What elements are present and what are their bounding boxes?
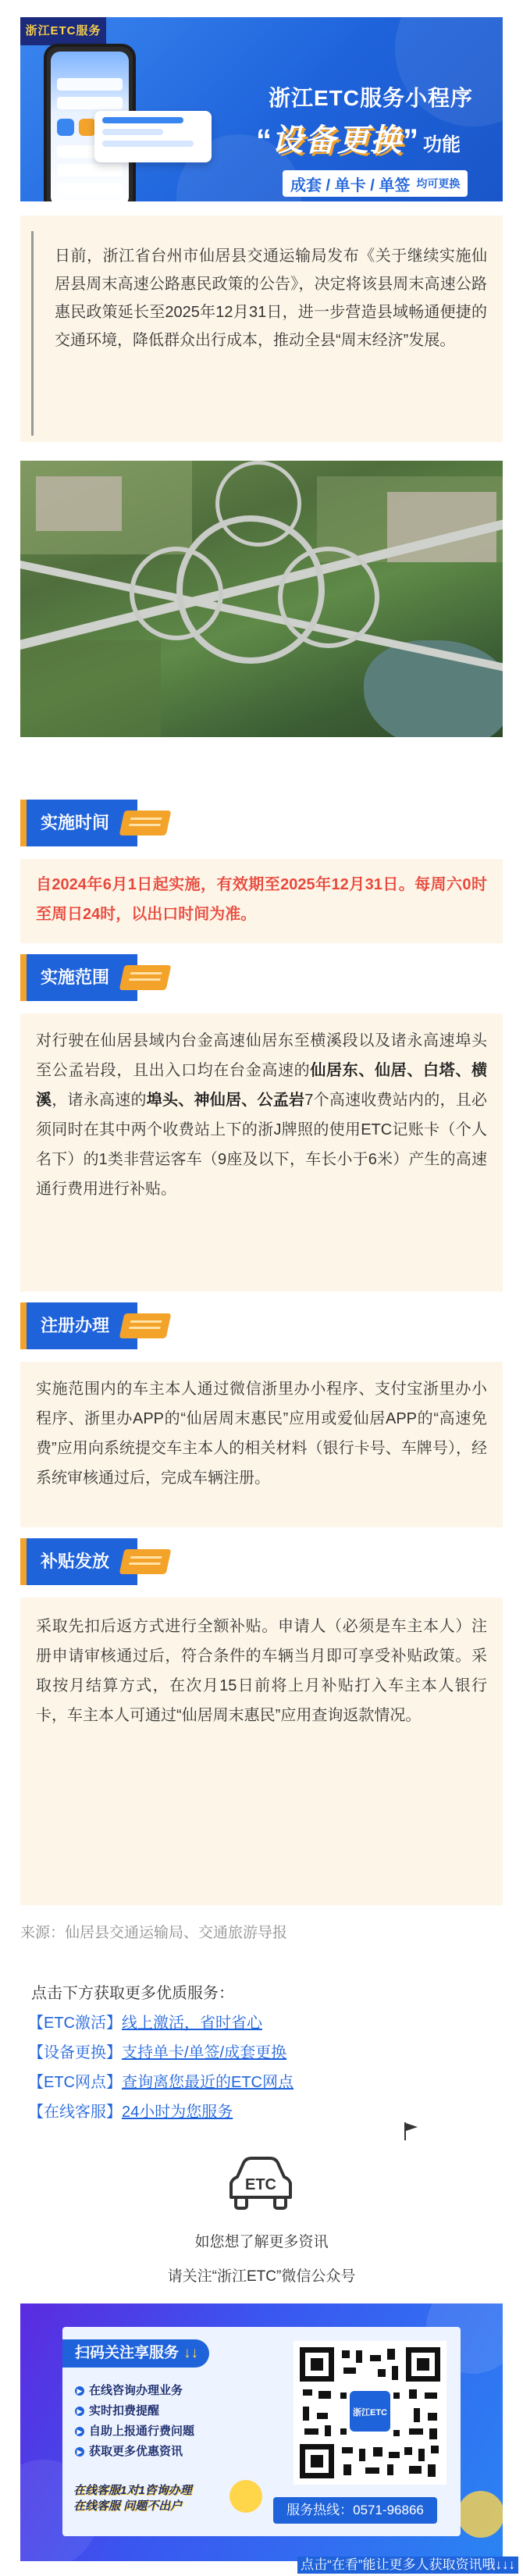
qr-code[interactable] bbox=[294, 2341, 447, 2485]
section-body-scope bbox=[20, 1014, 503, 1292]
section-title: 实施范围 bbox=[20, 954, 137, 1001]
flag-icon bbox=[403, 2121, 420, 2141]
promo-feature: ▶ 自助上报通行费问题 bbox=[75, 2422, 194, 2439]
banner-headline bbox=[256, 116, 461, 159]
section-title: 补贴发放 bbox=[20, 1538, 137, 1585]
slogan-line: 在线客服 问题不出户 bbox=[73, 2499, 183, 2513]
etc-car-icon bbox=[225, 2154, 297, 2216]
scan-tag-text: 扫码关注享服务 bbox=[75, 2345, 180, 2361]
mascot-icon bbox=[229, 2480, 262, 2513]
tape-decoration-icon bbox=[119, 1549, 172, 1574]
section-title: 注册办理 bbox=[20, 1302, 137, 1349]
top-banner bbox=[20, 17, 503, 201]
service-key: 【在线客服】 bbox=[28, 2104, 122, 2121]
service-link-replace[interactable] bbox=[28, 2040, 286, 2062]
banner-headline-suffix: 功能 bbox=[423, 134, 461, 155]
text-part: 7个高速收费站内的，且必须同时在其中两个收费站上下的浙J牌照的使用ETC记账卡（个人名下）的1类非营运客车（9座及以下，车长小于6米）产生的高速通行费用进行补贴。 bbox=[36, 1092, 488, 1198]
follow-line-2: 请关注“浙江ETC”微信公众号 bbox=[167, 2268, 356, 2285]
section-header-scope bbox=[20, 954, 173, 1001]
feature-text: 实时扣费提醒 bbox=[89, 2404, 160, 2417]
feature-text: 在线咨询办理业务 bbox=[89, 2384, 183, 2397]
service-value[interactable]: 查询离您最近的ETC网点 bbox=[122, 2074, 294, 2091]
hotline-badge: 服务热线：0571-96866 bbox=[273, 2497, 437, 2524]
service-value[interactable]: 24小时为您服务 bbox=[122, 2104, 233, 2121]
promo-inner-panel bbox=[62, 2327, 461, 2536]
promo-feature: ▶ 在线咨询办理业务 bbox=[75, 2382, 183, 2398]
tape-decoration-icon bbox=[119, 1313, 172, 1338]
follow-line-1: 如您想了解更多资讯 bbox=[194, 2234, 329, 2250]
banner-open-quote: “ bbox=[256, 123, 272, 158]
banner-title: 浙江ETC服务小程序 bbox=[269, 86, 474, 110]
banner-close-quote: ” bbox=[403, 123, 418, 158]
banner-tag bbox=[283, 170, 468, 197]
text-part: 对行驶在仙居县域内台金高速仙居东至横溪段以及诸永高速埠头至公孟岩段，且出入口均在台金高速的 bbox=[36, 1032, 487, 1079]
intro-accent-bar bbox=[31, 231, 34, 436]
section-header-time bbox=[20, 800, 173, 846]
feature-text: 自助上报通行费问题 bbox=[89, 2425, 195, 2438]
promo-feature: ▶ 获取更多优惠资讯 bbox=[75, 2442, 183, 2459]
service-key: 【设备更换】 bbox=[28, 2044, 122, 2061]
qr-code-pattern-icon bbox=[300, 2347, 440, 2478]
follow-promo-card bbox=[20, 2303, 503, 2561]
services-title: 点击下方获取更多优质服务： bbox=[31, 1985, 234, 2002]
service-value[interactable]: 支持单卡/单签/成套更换 bbox=[122, 2044, 287, 2061]
tape-decoration-icon bbox=[119, 811, 172, 836]
station-names-bold: 埠头、神仙居、公孟岩 bbox=[146, 1092, 305, 1109]
scan-arrows: ↓↓ bbox=[183, 2345, 199, 2361]
section-body-subsidy bbox=[20, 1598, 503, 1905]
banner-tag-sub: 均可更换 bbox=[416, 177, 461, 190]
service-link-activate[interactable] bbox=[28, 2010, 262, 2033]
service-link-outlets[interactable] bbox=[28, 2069, 294, 2092]
section-body-time bbox=[20, 859, 503, 943]
banner-corner-badge: 浙江ETC服务 bbox=[20, 17, 106, 45]
section-header-subsidy bbox=[20, 1538, 173, 1585]
scan-tag bbox=[62, 2339, 209, 2368]
intro-text: 日前，浙江省台州市仙居县交通运输局发布《关于继续实施仙居县周末高速公路惠民政策的公告》，决定将该县周末高速公路惠民政策延长至2025年12月31日，进一步营造县域畅通便捷的交通环境，降低群众出行成本，推动全县“周末经济”发展。 bbox=[55, 248, 487, 349]
section-header-register bbox=[20, 1302, 173, 1349]
section-text bbox=[36, 1026, 487, 1204]
section-text: 实施范围内的车主本人通过微信浙里办小程序、支付宝浙里办小程序、浙里办APP的“仙居周末惠民”应用或爱仙居APP的“高速免费”应用向系统提交车主本人的相关材料（银行卡号、车牌号），经系统审核通过后，完成车辆注册。 bbox=[36, 1381, 487, 1487]
promo-feature: ▶ 实时扣费提醒 bbox=[75, 2402, 159, 2418]
intro-block bbox=[20, 216, 503, 442]
floating-card-illustration bbox=[94, 111, 212, 162]
section-text: 采取先扣后返方式进行全额补贴。申请人（必须是车主本人）注册申请审核通过后，符合条件的车辆当月即可享受补贴政策。采取按月结算方式，在次月15日前将上月补贴打入车主本人银行卡，车主本人可通过“仙居周末惠民”应用查询返款情况。 bbox=[36, 1618, 487, 1724]
service-key: 【ETC激活】 bbox=[28, 2015, 122, 2032]
feature-text: 获取更多优惠资讯 bbox=[89, 2445, 183, 2458]
text-part: ，诸永高速的 bbox=[52, 1092, 147, 1109]
source-note: 来源：仙居县交通运输局、交通旅游导报 bbox=[20, 1925, 288, 1941]
station-names-bold: 仙居东、仙居、白塔、横溪 bbox=[36, 1062, 488, 1109]
etc-icon-label: ETC bbox=[245, 2176, 276, 2193]
slogan-line: 在线客服1对1咨询办理 bbox=[73, 2484, 192, 2497]
service-value[interactable]: 线上激活，省时省心 bbox=[122, 2015, 262, 2032]
service-link-support[interactable] bbox=[28, 2099, 233, 2122]
promo-slogan bbox=[73, 2483, 222, 2514]
highway-aerial-photo bbox=[20, 461, 503, 737]
qr-center-label: 浙江ETC bbox=[353, 2408, 387, 2417]
service-key: 【ETC网点】 bbox=[28, 2074, 122, 2091]
section-title: 实施时间 bbox=[20, 800, 137, 846]
footer-in-view-hint[interactable]: 点击“在看”能让更多人获取资讯哦↓↓↓ bbox=[297, 2556, 518, 2574]
section-body-register bbox=[20, 1362, 503, 1527]
banner-tag-strong: 成套 / 单卡 / 单签 bbox=[290, 176, 411, 194]
section-text: 自2024年6月1日起实施，有效期至2025年12月31日。每周六0时至周日24时，以出口时间为准。 bbox=[36, 876, 487, 923]
banner-highlight: 设备更换 bbox=[272, 123, 403, 158]
tape-decoration-icon bbox=[119, 965, 172, 990]
